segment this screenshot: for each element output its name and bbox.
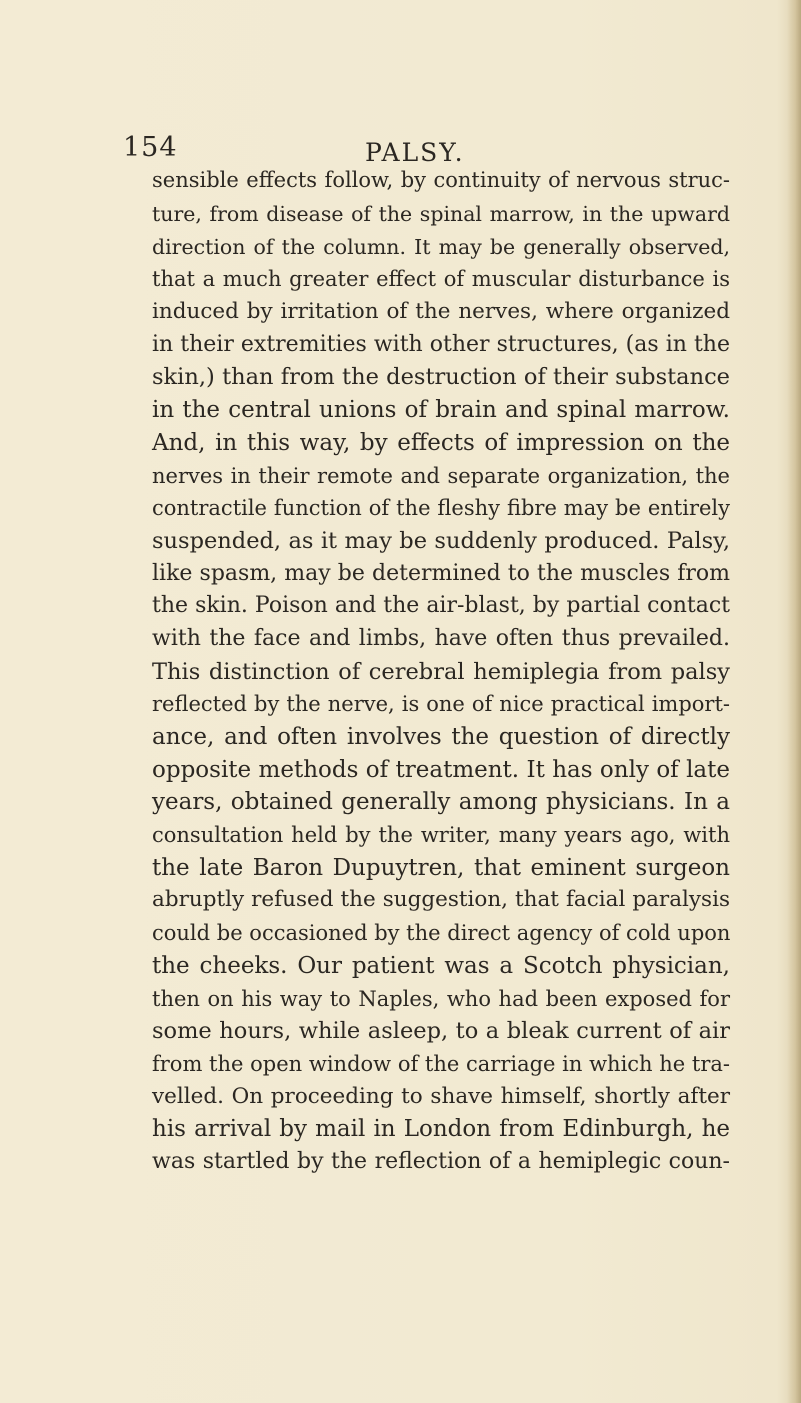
text-line: the cheeks. Our patient was a Scotch physician, xyxy=(152,952,730,979)
text-line: the skin. Poison and the air-blast, by partial contact xyxy=(152,593,730,619)
text-line: ance, and often involves the question of directly xyxy=(152,724,730,750)
text-line: the late Baron Dupuytren, that eminent surgeon xyxy=(152,854,730,881)
text-line: ture, from disease of the spinal marrow, in the upward xyxy=(152,202,730,226)
text-line: induced by irritation of the nerves, where organized xyxy=(152,299,730,325)
text-line: And, in this way, by effects of impression on the xyxy=(152,429,730,456)
text-line: some hours, while asleep, to a bleak current of air xyxy=(152,1018,730,1045)
text-line: This distinction of cerebral hemiplegia from palsy xyxy=(152,658,730,685)
text-line: in the central unions of brain and spinal marrow. xyxy=(152,397,730,424)
text-line: nerves in their remote and separate organization, the xyxy=(152,463,730,488)
text-line: from the open window of the carriage in which he tra- xyxy=(152,1051,730,1076)
text-line: abruptly refused the suggestion, that facial paralysis xyxy=(152,887,730,913)
text-line: velled. On proceeding to shave himself, shortly after xyxy=(152,1083,730,1109)
text-line: could be occasioned by the direct agency of cold upon xyxy=(152,921,731,946)
text-line: with the face and limbs, have often thus prevailed. xyxy=(152,625,730,651)
text-line: in their extremities with other structures, (as in the xyxy=(152,331,730,357)
page-number: 154 xyxy=(123,132,178,163)
text-line: that a much greater effect of muscular disturbance is xyxy=(152,267,730,292)
text-line: his arrival by mail in London from Edinburgh, he xyxy=(152,1116,730,1143)
text-line: suspended, as it may be suddenly produced. Palsy, xyxy=(152,527,730,554)
text-line: consultation held by the writer, many years ago, with xyxy=(152,823,730,848)
text-line: contractile function of the fleshy fibre may be entirely xyxy=(152,496,730,521)
text-line: reflected by the nerve, is one of nice practical import- xyxy=(152,692,730,717)
text-line: sensible effects follow, by continuity of nervous struc- xyxy=(152,168,730,192)
page-edge-shadow xyxy=(787,0,801,1403)
running-head: PALSY. xyxy=(365,138,465,167)
text-line: opposite methods of treatment. It has only of late xyxy=(152,756,730,783)
text-line: direction of the column. It may be generally observed, xyxy=(152,234,730,259)
text-line: was startled by the reflection of a hemiplegic coun- xyxy=(152,1148,730,1174)
text-line: like spasm, may be determined to the muscles from xyxy=(152,560,730,586)
text-line: years, obtained generally among physicians. In a xyxy=(152,789,730,816)
text-line: then on his way to Naples, who had been exposed for xyxy=(152,986,730,1011)
text-line: skin,) than from the destruction of their substance xyxy=(152,364,730,391)
body-text xyxy=(152,162,730,1179)
